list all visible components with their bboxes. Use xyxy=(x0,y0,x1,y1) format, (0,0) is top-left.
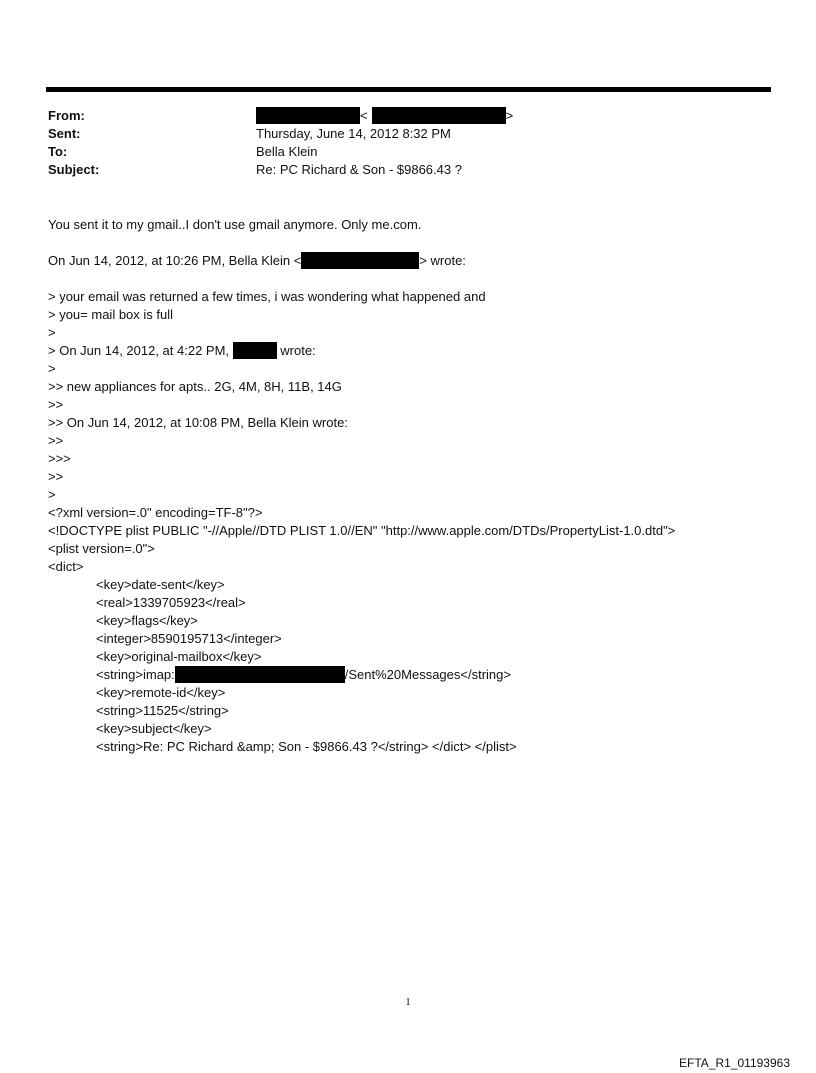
quoted-text-end: wrote: xyxy=(276,343,316,358)
quoted-line: >> xyxy=(48,397,64,412)
xml-line: <plist version=.0"> xyxy=(48,541,155,556)
subject-label: Subject: xyxy=(48,162,100,177)
from-gt: > xyxy=(505,108,514,123)
dict-text: <string>imap: xyxy=(96,667,175,682)
to-label: To: xyxy=(48,144,68,159)
attribution-text-end: > wrote: xyxy=(419,253,466,268)
attribution-text: On Jun 14, 2012, at 10:26 PM, Bella Klein < xyxy=(48,253,302,268)
xml-line: <dict> xyxy=(48,559,84,574)
quoted-line xyxy=(48,342,316,360)
dict-line: <string>11525</string> xyxy=(96,703,229,718)
dict-line: <integer>8590195713</integer> xyxy=(96,631,282,646)
quoted-line: >> xyxy=(48,469,64,484)
sent-label: Sent: xyxy=(48,126,81,141)
redaction-box xyxy=(301,252,419,269)
dict-line: <key>subject</key> xyxy=(96,721,212,736)
header-rule xyxy=(46,87,771,92)
to-value: Bella Klein xyxy=(256,144,318,159)
quoted-line: > xyxy=(48,361,56,376)
quoted-line: > xyxy=(48,325,56,340)
quoted-line: > xyxy=(48,487,56,502)
quote-attribution xyxy=(48,252,466,270)
xml-line: <?xml version=.0" encoding=TF-8"?> xyxy=(48,505,263,520)
redaction-box xyxy=(256,107,360,124)
dict-line: <key>date-sent</key> xyxy=(96,577,225,592)
dict-line: <real>1339705923</real> xyxy=(96,595,246,610)
quoted-line: > your email was returned a few times, i was wondering what happened and xyxy=(48,289,486,304)
quoted-line: >> new appliances for apts.. 2G, 4M, 8H, 11B, 14G xyxy=(48,379,342,394)
dict-line: <key>original-mailbox</key> xyxy=(96,649,262,664)
subject-value: Re: PC Richard & Son - $9866.43 ? xyxy=(256,162,462,177)
dict-line: <key>flags</key> xyxy=(96,613,198,628)
bates-number: EFTA_R1_01193963 xyxy=(679,1056,790,1070)
sent-value: Thursday, June 14, 2012 8:32 PM xyxy=(256,126,451,141)
dict-text-end: /Sent%20Messages</string> xyxy=(344,667,511,682)
dict-line xyxy=(96,666,511,684)
quoted-line: > you= mail box is full xyxy=(48,307,174,322)
body-line: You sent it to my gmail..I don't use gmail anymore. Only me.com. xyxy=(48,217,422,232)
from-lt: < xyxy=(360,108,368,123)
xml-line: <!DOCTYPE plist PUBLIC "-//Apple//DTD PLIST 1.0//EN" "http://www.apple.com/DTDs/PropertyList-1.0.dtd"> xyxy=(48,523,676,538)
redaction-box xyxy=(233,342,277,359)
quoted-text: > On Jun 14, 2012, at 4:22 PM, xyxy=(48,343,233,358)
redaction-box xyxy=(372,107,506,124)
from-value xyxy=(256,107,513,125)
quoted-line: >>> xyxy=(48,451,71,466)
from-label: From: xyxy=(48,108,85,123)
redaction-box xyxy=(175,666,345,683)
page-number: 1 xyxy=(405,996,411,1008)
quoted-line: >> On Jun 14, 2012, at 10:08 PM, Bella Klein wrote: xyxy=(48,415,348,430)
quoted-line: >> xyxy=(48,433,64,448)
dict-line: <key>remote-id</key> xyxy=(96,685,226,700)
dict-line: <string>Re: PC Richard &amp; Son - $9866.43 ?</string> </dict> </plist> xyxy=(96,739,517,754)
